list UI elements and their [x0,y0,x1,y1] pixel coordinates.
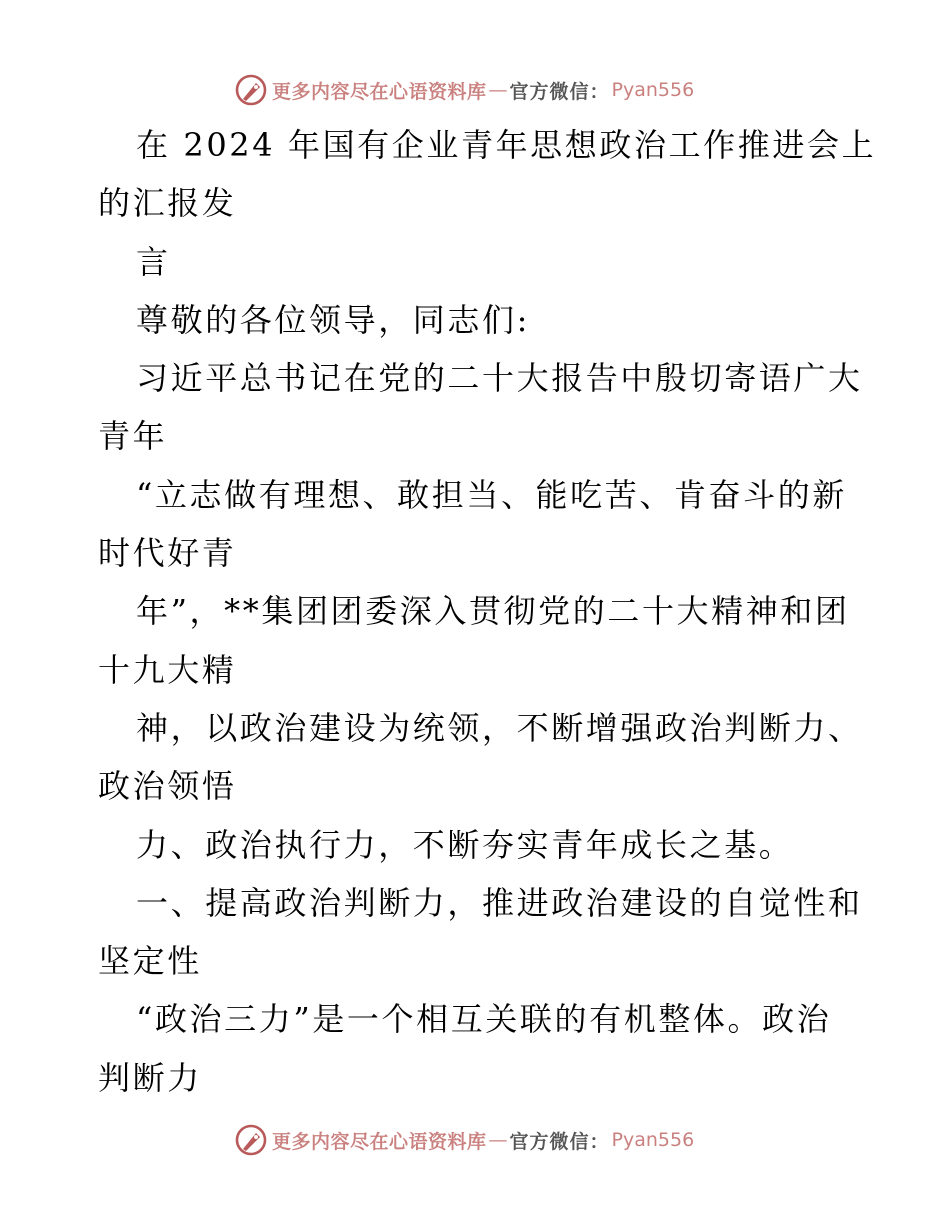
section-heading-line: 一、提高政治判断力，推进政治建设的自觉性和 [136,883,863,922]
header-watermark-banner [234,72,694,108]
paragraph-line: 十九大精 [98,650,237,689]
paragraph-line: “政治三力”是一个相互关联的有机整体。政治 [136,1000,832,1039]
banner-wechat-id: Pyan556 [611,79,695,101]
banner-text: 更多内容尽在心语资料库 [272,80,487,103]
paragraph-line: 年”，**集团团委深入贯彻党的二十大精神和团 [136,592,850,631]
banner-wechat-label: 官方微信： [509,80,610,103]
paragraph-line: 习近平总书记在党的二十大报告中殷切寄语广大 [136,359,863,398]
banner-wechat-label: 官方微信： [509,1130,610,1153]
title-line: 言 [136,242,171,281]
banner-dash: — [488,1129,508,1151]
title-line: 的汇报发 [98,184,237,223]
pen-nib-logo-icon [234,1123,268,1157]
banner-text: 更多内容尽在心语资料库 [272,1130,487,1153]
paragraph-line: 神，以政治建设为统领，不断增强政治判断力、 [136,708,863,747]
paragraph-line: “立志做有理想、敢担当、能吃苦、肯奋斗的新 [136,475,847,514]
paragraph-line: 政治领悟 [98,767,237,806]
paragraph-line: 判断力 [98,1058,202,1097]
paragraph-line: 青年 [98,417,168,456]
document-body [98,116,877,1107]
paragraph-line: 力、政治执行力，不断夯实青年成长之基。 [136,825,794,864]
pen-nib-logo-icon [234,73,268,107]
banner-wechat-id: Pyan556 [611,1129,695,1151]
footer-watermark-banner [234,1122,694,1158]
salutation-line: 尊敬的各位领导，同志们: [136,300,530,339]
title-line: 在 2024 年国有企业青年思想政治工作推进会上 [136,126,877,164]
banner-dash: — [488,79,508,101]
section-heading-line: 坚定性 [98,942,202,981]
paragraph-line: 时代好青 [98,534,237,573]
